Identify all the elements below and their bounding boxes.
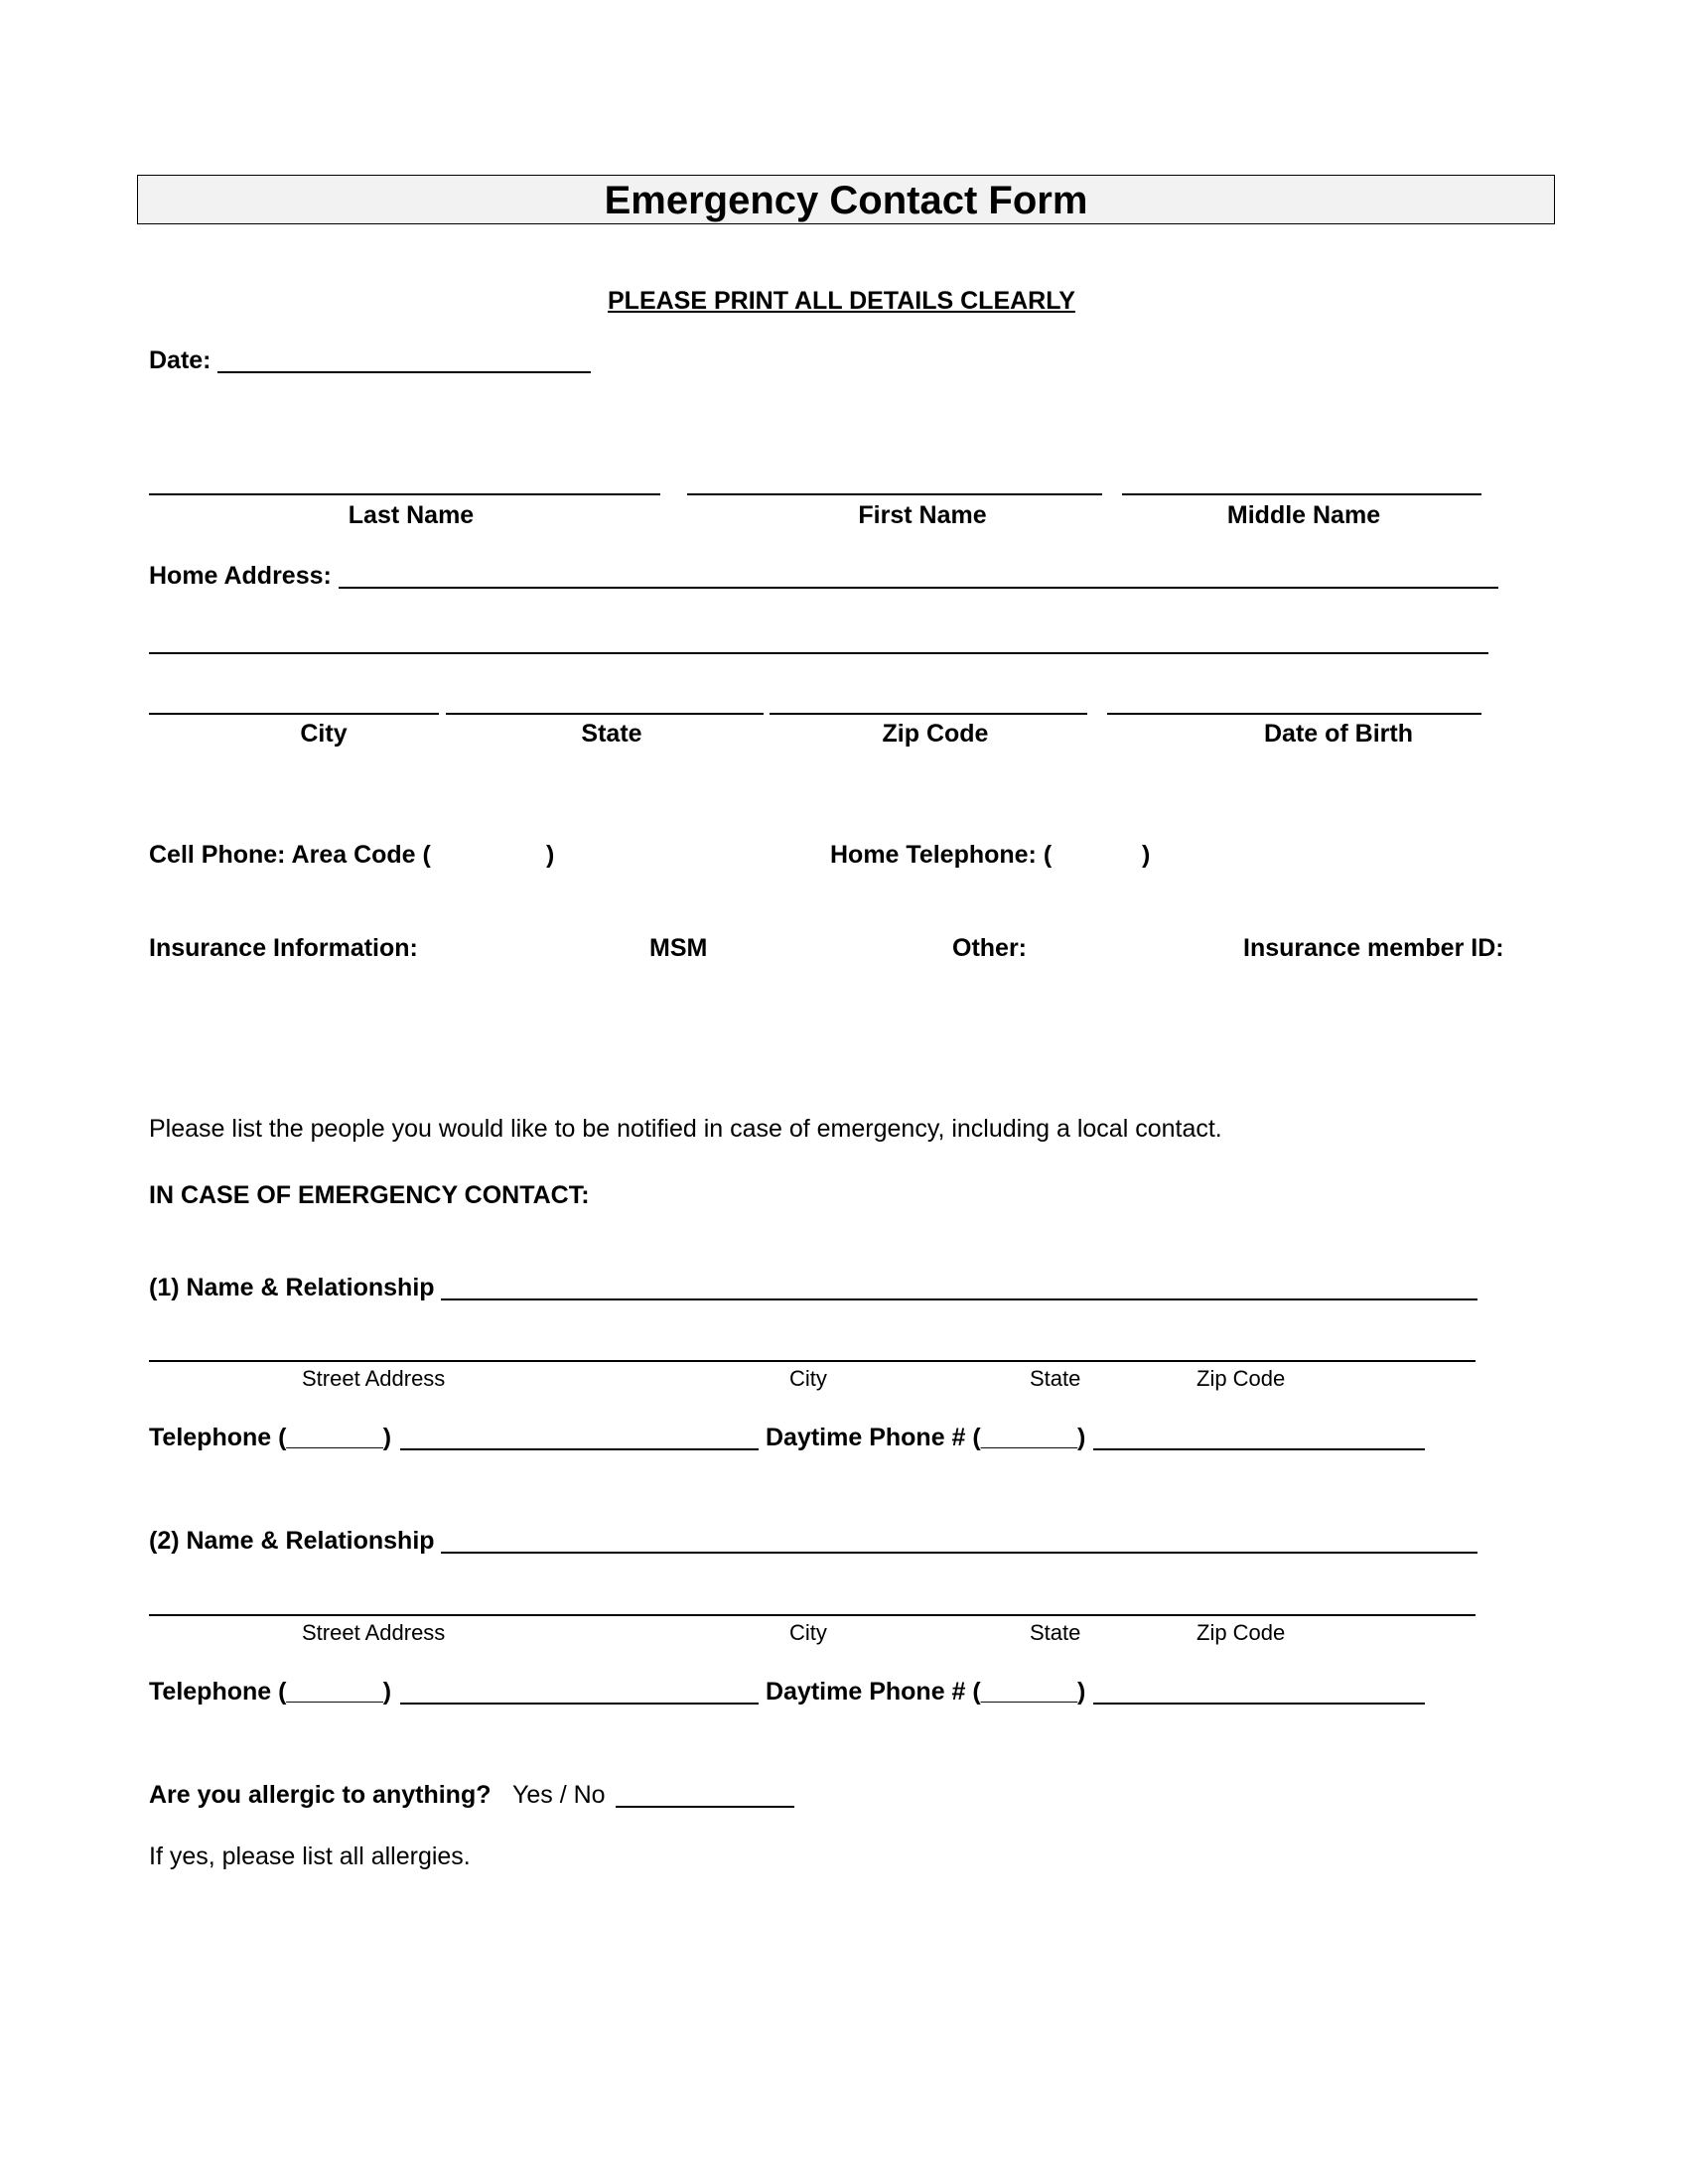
last-name-label: Last Name	[348, 501, 475, 529]
middle-name-field[interactable]	[1122, 493, 1481, 495]
contact-2-daytime-field[interactable]	[1093, 1703, 1425, 1705]
home-telephone-label: Home Telephone: (	[830, 841, 1053, 869]
cell-phone-close: )	[546, 841, 555, 869]
contact-1-zip-label: Zip Code	[1196, 1366, 1286, 1391]
contact-1-name-label: (1) Name & Relationship	[149, 1274, 435, 1301]
contact-2-city-label: City	[789, 1620, 827, 1645]
allergy-answer-field[interactable]	[616, 1806, 794, 1808]
contact-1-daytime-field[interactable]	[1093, 1448, 1425, 1450]
insurance-member-id-label: Insurance member ID:	[1243, 934, 1504, 962]
contact-1-name-field[interactable]	[441, 1298, 1477, 1300]
contact-1-address-field[interactable]	[149, 1360, 1476, 1362]
contact-2-telephone-field[interactable]	[400, 1703, 759, 1705]
home-address-label: Home Address:	[149, 562, 332, 590]
insurance-msm-option[interactable]: MSM	[649, 934, 708, 962]
contact-1-telephone-label: Telephone (_______)	[149, 1424, 392, 1451]
middle-name-label: Middle Name	[1226, 501, 1381, 529]
contact-2-state-label: State	[1030, 1620, 1081, 1645]
allergy-yes-no[interactable]: Yes / No	[512, 1781, 606, 1809]
contact-1-city-label: City	[789, 1366, 827, 1391]
contact-1-street-label: Street Address	[302, 1366, 446, 1391]
contact-2-zip-label: Zip Code	[1196, 1620, 1286, 1645]
contact-1-telephone-field[interactable]	[400, 1448, 759, 1450]
contact-2-address-field[interactable]	[149, 1614, 1476, 1616]
date-of-birth-label: Date of Birth	[1264, 720, 1413, 748]
contact-2-daytime-label: Daytime Phone # (_______)	[766, 1678, 1086, 1706]
notify-instructions: Please list the people you would like to be notified in case of emergency, including a local contact.	[149, 1115, 1222, 1143]
print-instruction: PLEASE PRINT ALL DETAILS CLEARLY	[608, 287, 1075, 315]
date-label: Date:	[149, 346, 211, 374]
date-of-birth-field[interactable]	[1107, 713, 1481, 715]
allergy-question: Are you allergic to anything?	[149, 1781, 492, 1809]
zip-code-label: Zip Code	[882, 720, 989, 748]
last-name-field[interactable]	[149, 493, 660, 495]
state-label: State	[581, 720, 642, 748]
cell-phone-label: Cell Phone: Area Code (	[149, 841, 431, 869]
home-address-line2-field[interactable]	[149, 652, 1488, 654]
insurance-label: Insurance Information:	[149, 934, 418, 962]
home-telephone-close: )	[1142, 841, 1151, 869]
page-title: Emergency Contact Form	[604, 179, 1088, 222]
title-box	[137, 175, 1555, 224]
state-field[interactable]	[446, 713, 764, 715]
allergy-list-instruction: If yes, please list all allergies.	[149, 1843, 471, 1870]
date-field[interactable]	[217, 371, 591, 373]
insurance-other-option[interactable]: Other:	[952, 934, 1027, 962]
contact-2-street-label: Street Address	[302, 1620, 446, 1645]
contact-2-name-label: (2) Name & Relationship	[149, 1527, 435, 1555]
contact-2-telephone-label: Telephone (_______)	[149, 1678, 392, 1706]
city-label: City	[300, 720, 348, 748]
contact-1-daytime-label: Daytime Phone # (_______)	[766, 1424, 1086, 1451]
emergency-contact-heading: IN CASE OF EMERGENCY CONTACT:	[149, 1181, 590, 1209]
contact-2-name-field[interactable]	[441, 1552, 1477, 1554]
home-address-field[interactable]	[339, 587, 1498, 589]
contact-1-state-label: State	[1030, 1366, 1081, 1391]
first-name-field[interactable]	[687, 493, 1102, 495]
city-field[interactable]	[149, 713, 439, 715]
zip-code-field[interactable]	[770, 713, 1087, 715]
first-name-label: First Name	[858, 501, 987, 529]
